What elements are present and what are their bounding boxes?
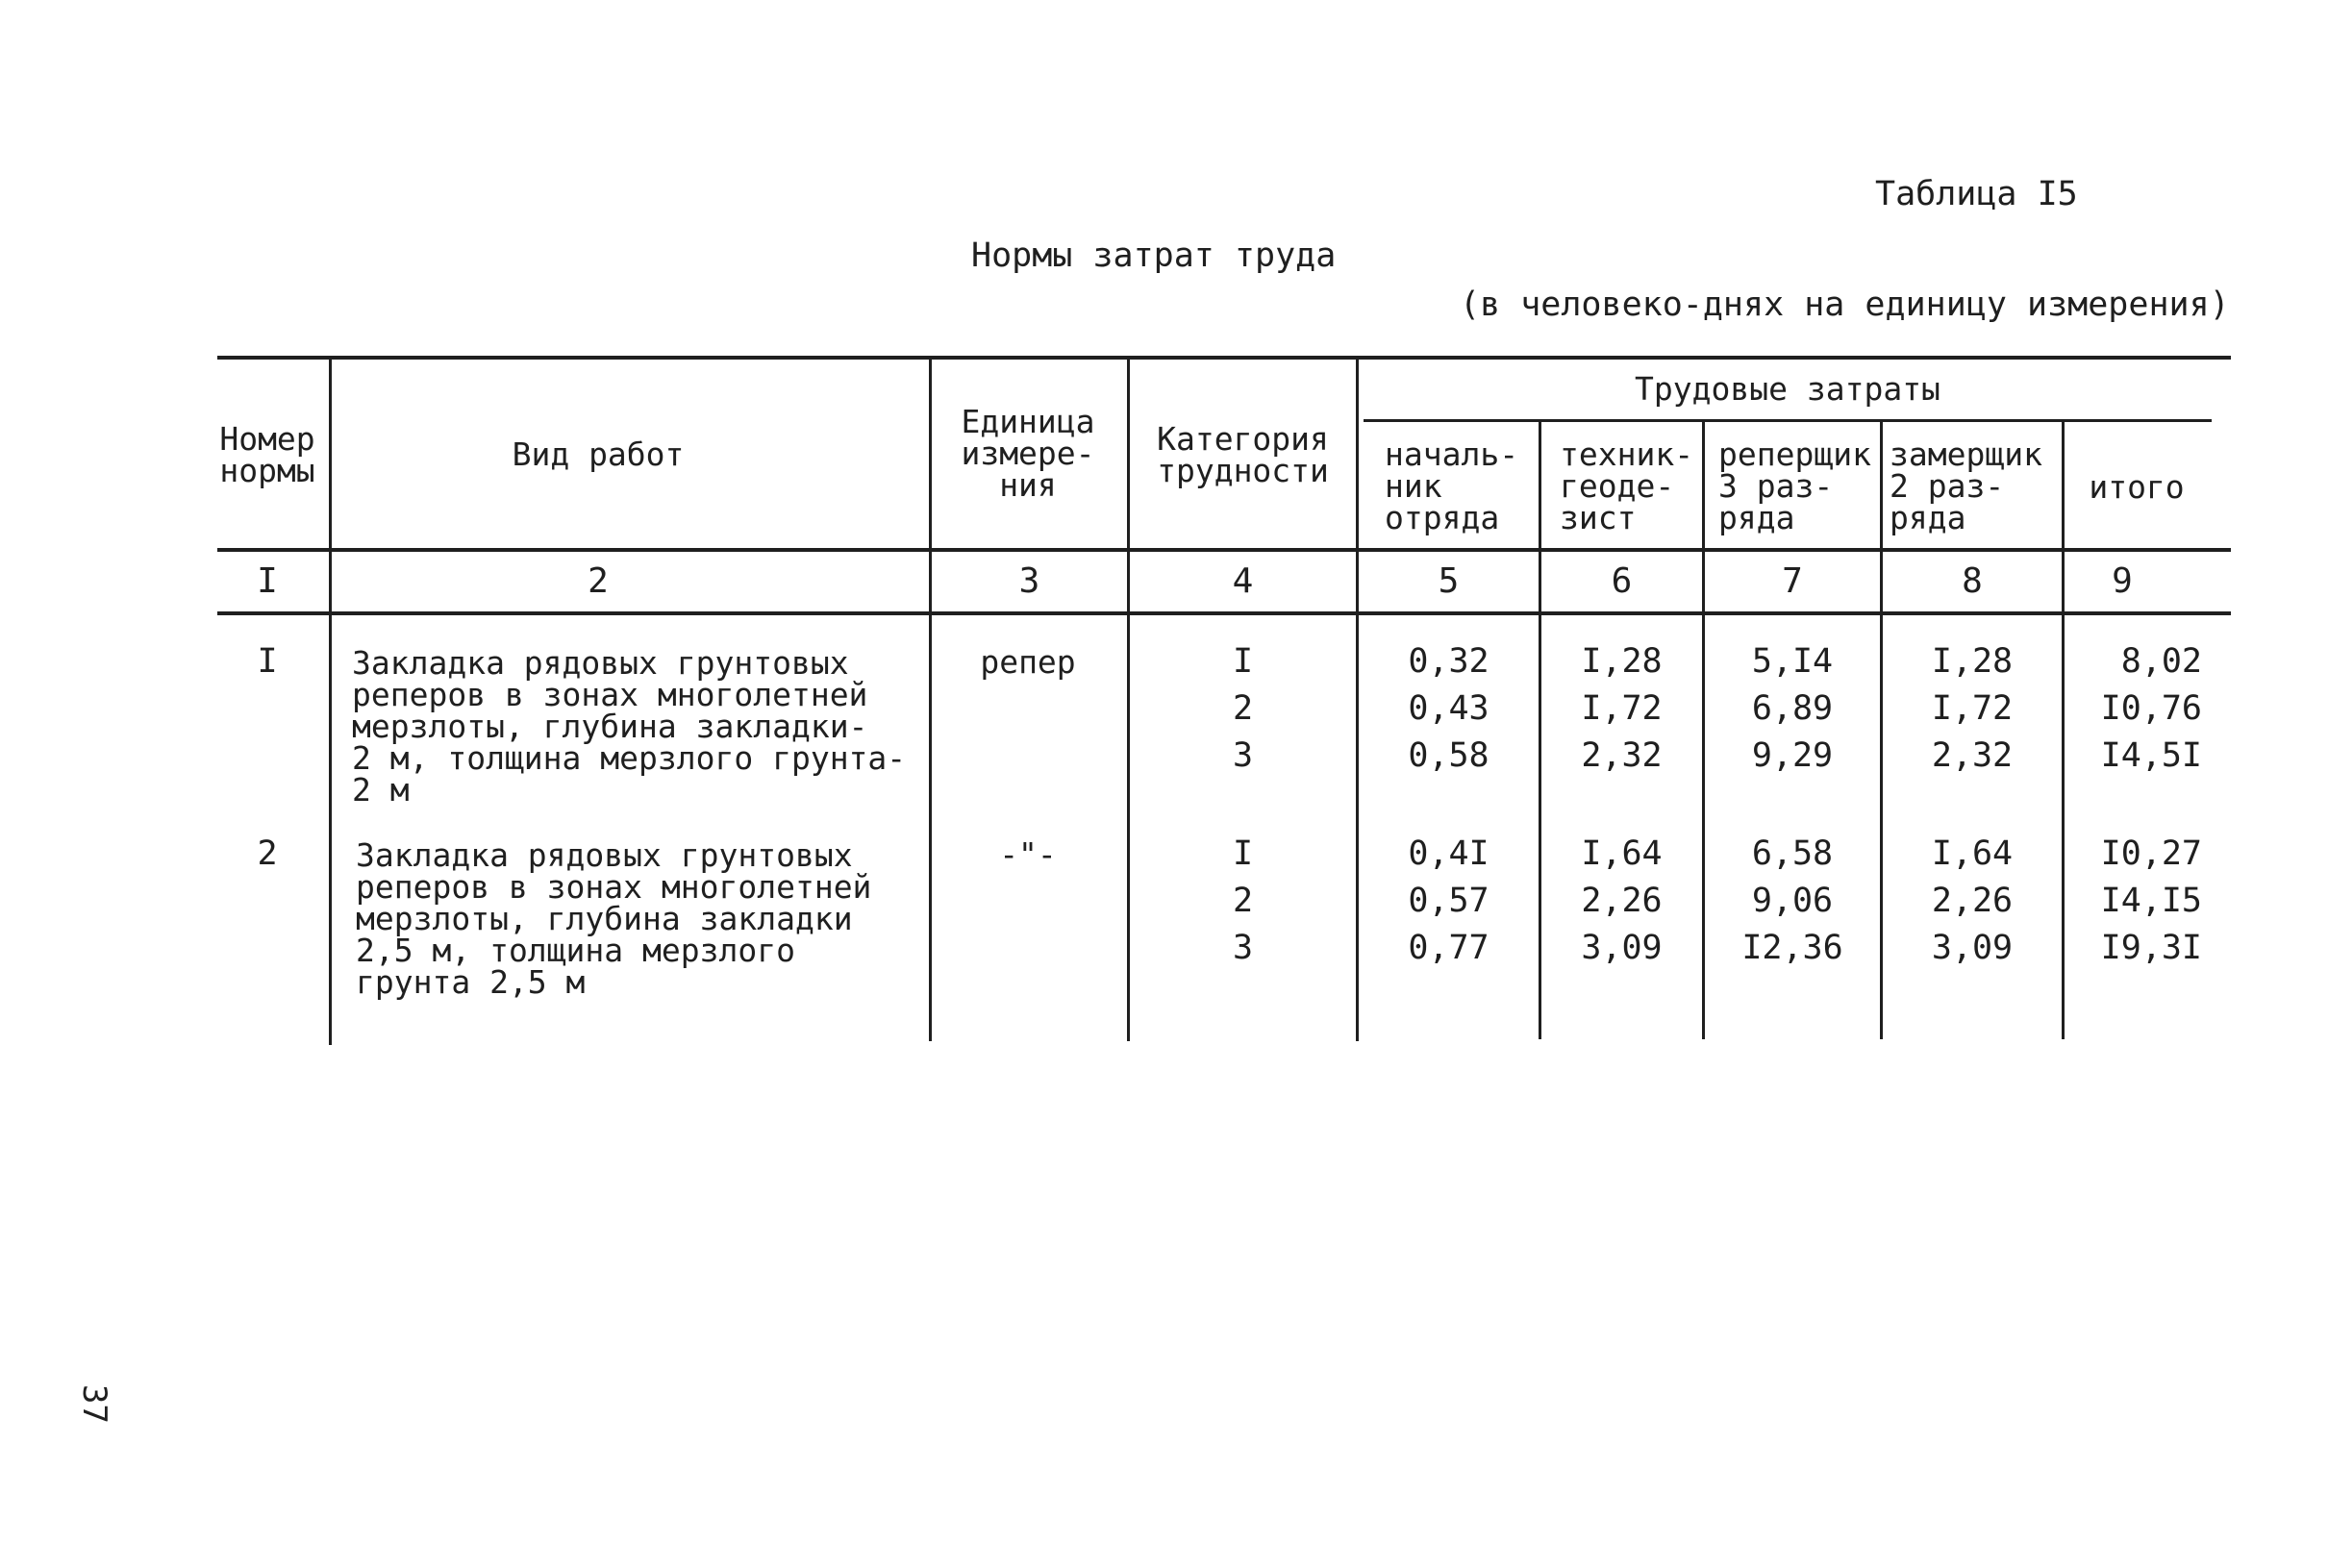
row-total: 8,02 I0,76 I4,5I — [2100, 642, 2202, 775]
column-number: 3 — [1018, 561, 1040, 601]
row-unit: репер — [980, 643, 1076, 681]
table-number: Таблица I5 — [1875, 175, 2078, 213]
column-number: I — [257, 561, 278, 601]
header-work-type: Вид работ — [512, 436, 685, 473]
row-technician: I,64 2,26 3,09 — [1581, 834, 1663, 967]
row-categories: I 2 3 — [1232, 642, 1254, 775]
row-benchmarker: 6,58 9,06 I2,36 — [1741, 834, 1843, 967]
row-benchmarker: 5,I4 6,89 9,29 — [1751, 642, 1834, 775]
document-title: Нормы затрат труда — [971, 236, 1337, 275]
header-measurer: замерщик 2 раз- ряда — [1890, 436, 2042, 536]
document-subtitle: (в человеко-днях на единицу измерения) — [1460, 286, 2230, 324]
row-chief: 0,32 0,43 0,58 — [1408, 642, 1489, 775]
header-labor-costs: Трудовые затраты — [1635, 370, 1940, 408]
header-chief: началь- ник отряда — [1385, 436, 1519, 536]
column-number: 7 — [1782, 561, 1803, 601]
row-chief: 0,4I 0,57 0,77 — [1408, 834, 1489, 967]
column-number: 9 — [2112, 561, 2133, 601]
row-categories: I 2 3 — [1232, 834, 1254, 967]
header-technician: техник- геоде- зист — [1560, 436, 1694, 536]
col-divider-8 — [2062, 419, 2065, 1039]
row-norm-number: 2 — [257, 834, 278, 873]
header-total: итого — [2089, 468, 2185, 506]
table-top-rule — [217, 356, 2231, 360]
row-norm-number: I — [257, 642, 278, 681]
header-bottom-rule — [217, 548, 2231, 552]
column-number: 6 — [1611, 561, 1633, 601]
header-unit: Единица измере- ния — [961, 403, 1095, 504]
row-work-description: Закладка рядовых грунтовых реперов в зонах многолетней мерзлоты, глубина закладки- 2 м, толщина мерзлого грунта- 2 м — [352, 644, 907, 809]
header-norm-number: Номер нормы — [219, 420, 315, 489]
column-number: 2 — [588, 561, 609, 601]
page-number: 37 — [75, 1384, 113, 1424]
column-number: 5 — [1438, 561, 1460, 601]
column-number: 4 — [1232, 561, 1254, 601]
column-number: 8 — [1962, 561, 1983, 601]
header-benchmarker: реперщик 3 раз- ряда — [1718, 436, 1871, 536]
row-measurer: I,64 2,26 3,09 — [1931, 834, 2014, 967]
row-technician: I,28 I,72 2,32 — [1581, 642, 1663, 775]
row-unit: -"- — [999, 835, 1057, 873]
labor-costs-rule — [1364, 419, 2212, 422]
row-total: I0,27 I4,I5 I9,3I — [2100, 834, 2202, 967]
row-work-description: Закладка рядовых грунтовых реперов в зонах многолетней мерзлоты, глубина закладки 2,5 м, толщина мерзлого грунта 2,5 м — [356, 836, 872, 1001]
row-measurer: I,28 I,72 2,32 — [1931, 642, 2014, 775]
column-numbers-bottom-rule — [217, 611, 2231, 615]
header-category: Категория трудности — [1157, 420, 1329, 489]
